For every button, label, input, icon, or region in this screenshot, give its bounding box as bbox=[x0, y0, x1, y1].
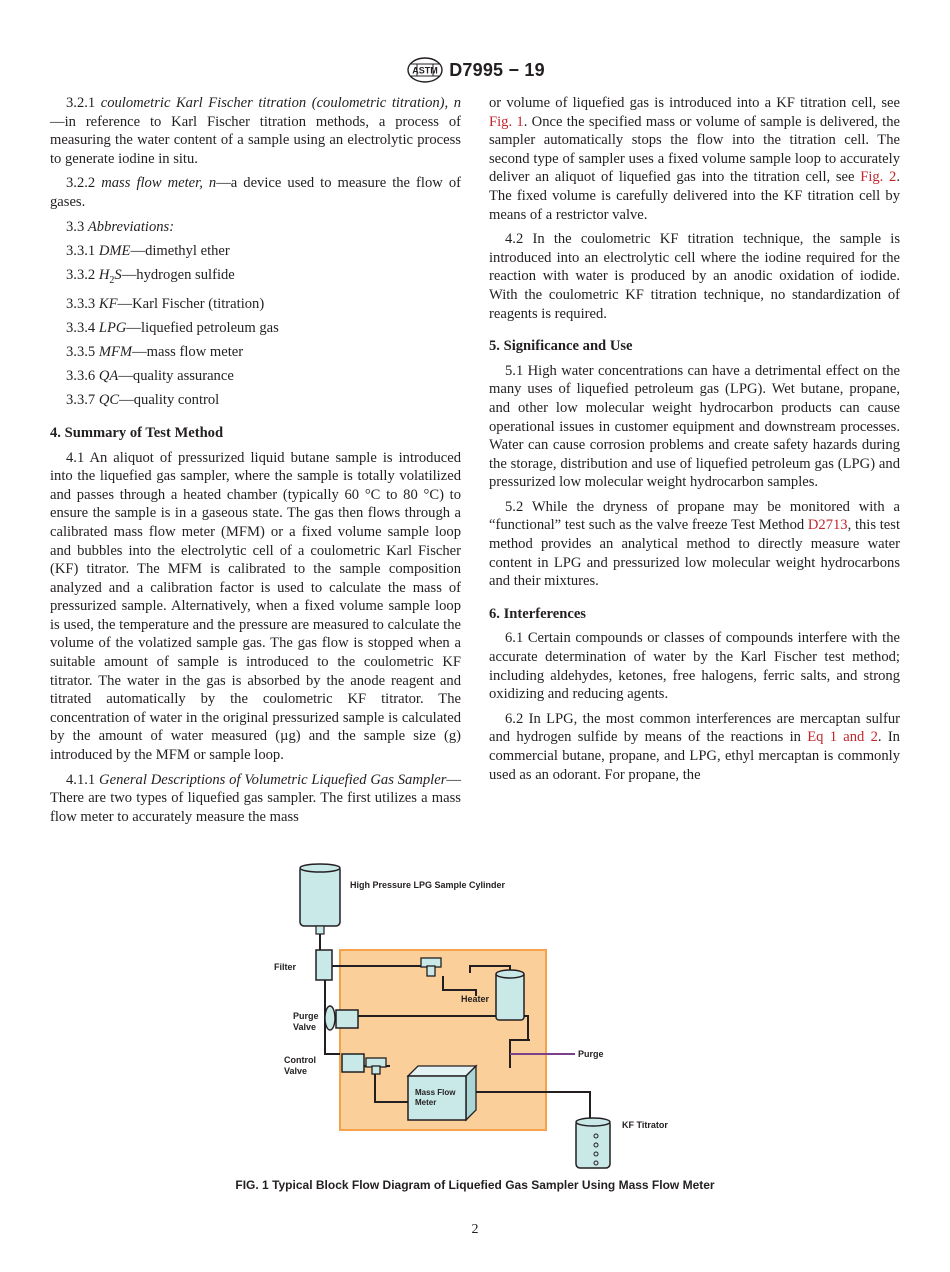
heater-icon bbox=[496, 970, 524, 1020]
abbreviation-item: 3.3.5 MFM—mass flow meter bbox=[66, 344, 244, 361]
label-purge: Purge bbox=[578, 1049, 604, 1059]
paragraph-5-1: 5.1 High water concentrations can have a detrimental effect on the many uses of liquefied petroleum gas (LPG). Wet butane, propane, and other low molecular weight hydrocarbon products can cause operational issues in customer equipment and downstream processes. Water can cause corrosion problems and create safety hazards during the storage, distribution and use of liquefied petroleum gas (LPG) and pressurized low molecular weight hydrocarbon samples. bbox=[489, 362, 900, 491]
fig-1-diagram bbox=[230, 858, 730, 1178]
paragraph-4-1-1-continued: or volume of liquefied gas is introduced into a KF titration cell, see Fig. 1. Once the specified mass or volume of sample is delivered, the sampler automatically stops the flow into the titration cell. The second type of sampler uses a fixed volume sample loop to accurately deliver an aliquot of liquefied gas into the titration cell, see Fig. 2. The fixed volume is carefully delivered into the KF titration cell by means of a restrictor valve. bbox=[489, 95, 900, 223]
astm-logo-text: ASTM bbox=[412, 65, 438, 76]
right-column bbox=[489, 94, 900, 790]
paragraph-4-2: 4.2 In the coulometric KF titration technique, the sample is introduced into an electrolytic cell where the iodine required for the reaction with water is produced by an anodic oxidation of iodide. With the coulometric KF titration technique, no standardization of reagents is required. bbox=[489, 231, 900, 322]
section-4-heading: 4. Summary of Test Method bbox=[50, 424, 224, 441]
paragraph-3-2-2: 3.2.2 mass flow meter, n—a device used to measure the flow of gases. bbox=[50, 175, 461, 210]
label-control-valve: Valve bbox=[284, 1066, 308, 1076]
page-header bbox=[0, 56, 950, 84]
abbreviation-item: 3.3.6 QA—quality assurance bbox=[66, 368, 234, 385]
kf-titrator-icon bbox=[576, 1118, 610, 1168]
label-cylinder: High Pressure LPG Sample Cylinder bbox=[350, 880, 506, 890]
label-control-valve: Control bbox=[284, 1055, 316, 1065]
astm-logo-icon bbox=[405, 56, 445, 84]
left-column bbox=[50, 94, 461, 832]
label-filter: Filter bbox=[274, 962, 297, 972]
page-number: 2 bbox=[471, 1222, 479, 1237]
abbreviation-item: 3.3.7 QC—quality control bbox=[66, 392, 220, 409]
paragraph-6-1: 6.1 Certain compounds or classes of compounds interfere with the accurate determination of water by the Karl Fischer test method; including aldehydes, ketones, free halogens, ferric salts, and strong oxidizing and reducing agents. bbox=[489, 630, 900, 703]
paragraph-4-1: 4.1 An aliquot of pressurized liquid butane sample is introduced into the liquefied gas sampler, where the sample is totally volatilized and passes through a heated chamber (typically 60 °C to 80 °C) to ensure the sample is in a gaseous state. The gas then flows through a calibrated mass flow meter (MFM) or a fixed volume sample loop and bubbles into the electrolytic cell of a coulometric Karl Fischer (KF) titrator. The MFM is calibrated to the sample composition analyzed and a calibration factor is used to calculate the mass of pressurized sample. Alternatively, when a fixed volume sample loop is used, the temperature and the pressure are measured to calculate the volume of the volatized sample gas. The gas flow is stopped when a suitable amount of sample is introduced to the coulometric KF titrator. The water in the gas is absorbed by the anode reagent and titrated automatically by the coulometric KF titrator. The concentration of water in the original pressurized sample is calculated by the amount of water measured (µg) and the sample size (g) introduced by the MFM or sample loop. bbox=[50, 449, 461, 764]
abbreviation-item: 3.3.2 $H_2S—hydrogen$ sulfide bbox=[66, 266, 235, 286]
d2713-link[interactable]: D2713 bbox=[807, 517, 848, 534]
abbreviation-item: 3.3.1 DME—dimethyl ether bbox=[66, 242, 230, 259]
abbreviation-item: 3.3.3 KF—Karl Fischer (titration) bbox=[66, 296, 265, 313]
paragraph-3-2-1: 3.2.1 coulometric Karl Fischer titration (coulometric titration), n—in reference to Karl Fischer titration methods, a process of measuring the water content of a sample using an electrolytic process to generate iodine in situ. bbox=[50, 95, 461, 167]
label-purge-valve: Purge bbox=[293, 1011, 319, 1021]
section-6-heading: 6. Interferences bbox=[489, 605, 586, 622]
label-mass-flow-meter: Mass Flow bbox=[415, 1088, 456, 1097]
lpg-cylinder-icon bbox=[300, 864, 340, 934]
label-heater: Heater bbox=[461, 994, 490, 1004]
figure-caption: FIG. 1 Typical Block Flow Diagram of Liquefied Gas Sampler Using Mass Flow Meter bbox=[235, 1178, 715, 1192]
paragraph-4-1-1: 4.1.1 General Descriptions of Volumetric Liquefied Gas Sampler—There are two types of liquefied gas sampler. The first utilizes a mass flow meter to accurately measure the mass bbox=[50, 771, 461, 825]
standard-designation: D7995 − 19 bbox=[449, 59, 545, 80]
paragraph-5-2: 5.2 While the dryness of propane may be monitored with a “functional” test such as the valve freeze Test Method D2713, this test method provides an analytical method to directly measure water content in LPG and pressurized low molecular weight hydrocarbons and their mixtures. bbox=[489, 498, 901, 590]
eq-1-2-link[interactable]: Eq 1 and 2 bbox=[807, 729, 878, 746]
abbreviation-item: 3.3.4 LPG—liquefied petroleum gas bbox=[66, 320, 279, 337]
filter-icon bbox=[316, 950, 332, 980]
label-kf-titrator: KF Titrator bbox=[622, 1120, 668, 1130]
abbreviations-heading: 3.3 Abbreviations: bbox=[66, 218, 175, 235]
label-purge-valve: Valve bbox=[293, 1022, 317, 1032]
section-5-heading: 5. Significance and Use bbox=[489, 338, 633, 355]
fig-1-link[interactable]: Fig. 1 bbox=[489, 113, 524, 130]
label-mass-flow-meter: Meter bbox=[415, 1098, 437, 1107]
purge-valve-icon bbox=[325, 1006, 358, 1030]
paragraph-6-2: 6.2 In LPG, the most common interferences are mercaptan sulfur and hydrogen sulfide by means of the reactions in Eq 1 and 2. In commercial butane, propane, and LPG, ethyl mercaptan is commonly used as an odorant. For propane, the bbox=[489, 710, 900, 783]
fig-2-link[interactable]: Fig. 2 bbox=[860, 169, 897, 186]
